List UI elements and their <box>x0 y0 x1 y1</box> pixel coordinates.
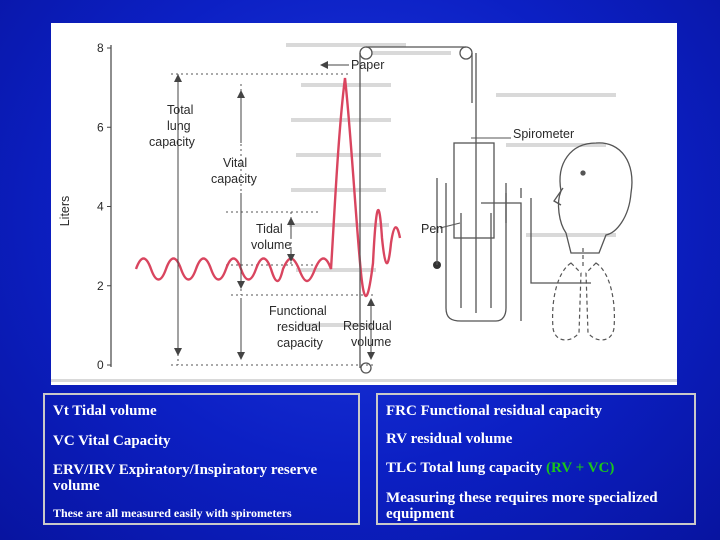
lungs-icon <box>553 248 615 340</box>
def-residual-volume: RV residual volume <box>386 431 513 447</box>
label-residual-volume: Residual volume <box>343 319 392 349</box>
definitions-left-box <box>43 393 360 525</box>
y-tick-label: 0 <box>97 358 104 372</box>
label-spirometer: Spirometer <box>513 127 575 141</box>
def-tidal-volume: Vt Tidal volume <box>53 403 157 419</box>
def-tlc <box>386 460 614 476</box>
label-vital-capacity: Vital capacity <box>211 156 257 186</box>
def-tlc-text: TLC Total lung capacity <box>386 460 547 476</box>
def-erv-irv: ERV/IRV Expiratory/Inspiratory reserve volume <box>53 462 318 494</box>
label-frc: Functional residual capacity <box>269 304 327 350</box>
def-frc: FRC Functional residual capacity <box>386 403 602 419</box>
y-axis-label: Liters <box>58 195 72 227</box>
y-tick-label: 4 <box>97 199 104 214</box>
label-pen: Pen <box>421 222 444 236</box>
y-tick-label: 8 <box>97 41 104 55</box>
definitions-right-box <box>376 393 696 525</box>
label-tidal-volume: Tidal volume <box>251 222 292 252</box>
def-specialized-note: Measuring these requires more specialized equipment <box>386 490 658 522</box>
label-tlc: Total lung capacity <box>149 103 195 149</box>
label-paper: Paper <box>351 58 385 72</box>
def-spirometer-note: These are all measured easily with spirometers <box>53 506 292 520</box>
y-tick-label: 6 <box>97 120 104 135</box>
def-tlc-formula: (RV + VC) <box>546 460 615 476</box>
def-vital-capacity: VC Vital Capacity <box>53 433 171 449</box>
y-tick-label: 2 <box>97 278 104 293</box>
spirometry-figure <box>51 23 677 385</box>
